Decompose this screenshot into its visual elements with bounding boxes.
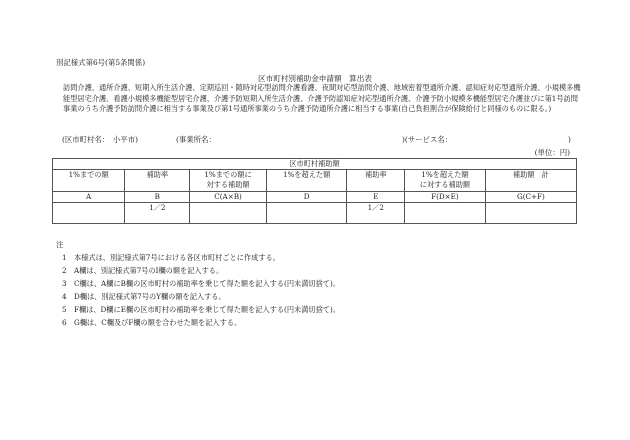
col-code-d: D xyxy=(266,192,347,203)
value-cell-b: 1／2 xyxy=(125,203,190,224)
note-number: 4 xyxy=(62,292,67,301)
note-text: 本様式は、別記様式第7号における各区市町村ごとに作成する。 xyxy=(74,253,280,262)
note-text: D欄は、別記様式第7号のY欄の額を記入する。 xyxy=(74,292,226,301)
col-code-c: C(A×B) xyxy=(190,192,267,203)
unit-label: (単位：円) xyxy=(534,148,570,157)
group-header: 区市町村補助額 xyxy=(53,159,577,170)
note-item xyxy=(62,305,340,315)
service-name-field[interactable]: )(サービス名： xyxy=(402,135,453,144)
value-cell-f[interactable] xyxy=(405,203,486,224)
note-text: F欄は、D欄にE欄の区市町村の補助率を乗じて得た額を記入する(円未満切捨て)。 xyxy=(74,305,340,314)
col-label-a: 1%までの額 xyxy=(53,170,125,192)
col-label-d: 1%を超えた額 xyxy=(266,170,347,192)
col-label-b: 補助率 xyxy=(125,170,190,192)
note-number: 1 xyxy=(62,253,67,262)
note-number: 5 xyxy=(62,305,67,314)
col-code-g: G(C+F) xyxy=(485,192,576,203)
col-label-c-line1: 1%までの額に xyxy=(204,170,252,179)
city-name-field: (区市町村名： 小平市) xyxy=(62,135,138,144)
note-item xyxy=(62,318,241,328)
note-item xyxy=(62,292,226,302)
col-label-e: 補助率 xyxy=(347,170,405,192)
col-label-f-line1: 1%を超えた額 xyxy=(421,170,469,179)
service-close-paren: ) xyxy=(568,135,571,144)
form-label: 別記様式第6号(第5条関係) xyxy=(56,58,146,67)
note-item xyxy=(62,266,223,276)
note-item xyxy=(62,279,340,289)
document-title: 区市町村別補助金申請額 算出表 xyxy=(258,74,372,83)
value-cell-g[interactable] xyxy=(485,203,576,224)
note-number: 3 xyxy=(62,279,67,288)
note-text: A欄は、別記様式第7号のI欄の額を記入する。 xyxy=(74,266,224,275)
col-code-e: E xyxy=(347,192,405,203)
value-cell-c[interactable] xyxy=(190,203,267,224)
col-label-c-line2: 対する補助額 xyxy=(206,180,250,189)
value-cell-a[interactable] xyxy=(53,203,125,224)
note-text: G欄は、C欄及びF欄の額を合わせた額を記入する。 xyxy=(74,318,242,327)
col-code-b: B xyxy=(125,192,190,203)
value-cell-d[interactable] xyxy=(266,203,347,224)
notes-heading: 注 xyxy=(56,240,64,249)
col-label-f xyxy=(405,170,486,192)
col-label-g: 補助額 計 xyxy=(485,170,576,192)
note-text: C欄は、A欄にB欄の区市町村の補助率を乗じて得た額を記入する(円未満切捨て)。 xyxy=(74,279,340,288)
purpose-text: 訪問介護、通所介護、短期入所生活介護、定期巡回・随時対応型訪問介護看護、夜間対応型訪問介護、地域密着型通所介護、認知症対応型通所介護、小規模多機能型居宅介護、看護小規模多機能型居宅介護、介護予防短期入所生活介護、介護予防認知症対応型通所介護、介護予防小規模多機能型居宅介護並びに第1号訪問事業のうち介護予防訪問介護に相当する事業及び第1号通所事業のうち介護予防通所介護に相当する事業(自己負担割合が保険給付と同様のものに限る。) xyxy=(63,83,581,114)
note-number: 2 xyxy=(62,266,67,275)
office-name-field[interactable]: (事業所名： xyxy=(176,135,216,144)
col-label-c xyxy=(190,170,267,192)
col-label-f-line2: に対する補助額 xyxy=(419,180,471,189)
value-cell-e: 1／2 xyxy=(347,203,405,224)
subsidy-table xyxy=(52,158,577,224)
col-code-f: F(D×E) xyxy=(405,192,486,203)
col-code-a: A xyxy=(53,192,125,203)
note-item xyxy=(62,253,280,263)
note-number: 6 xyxy=(62,318,67,327)
